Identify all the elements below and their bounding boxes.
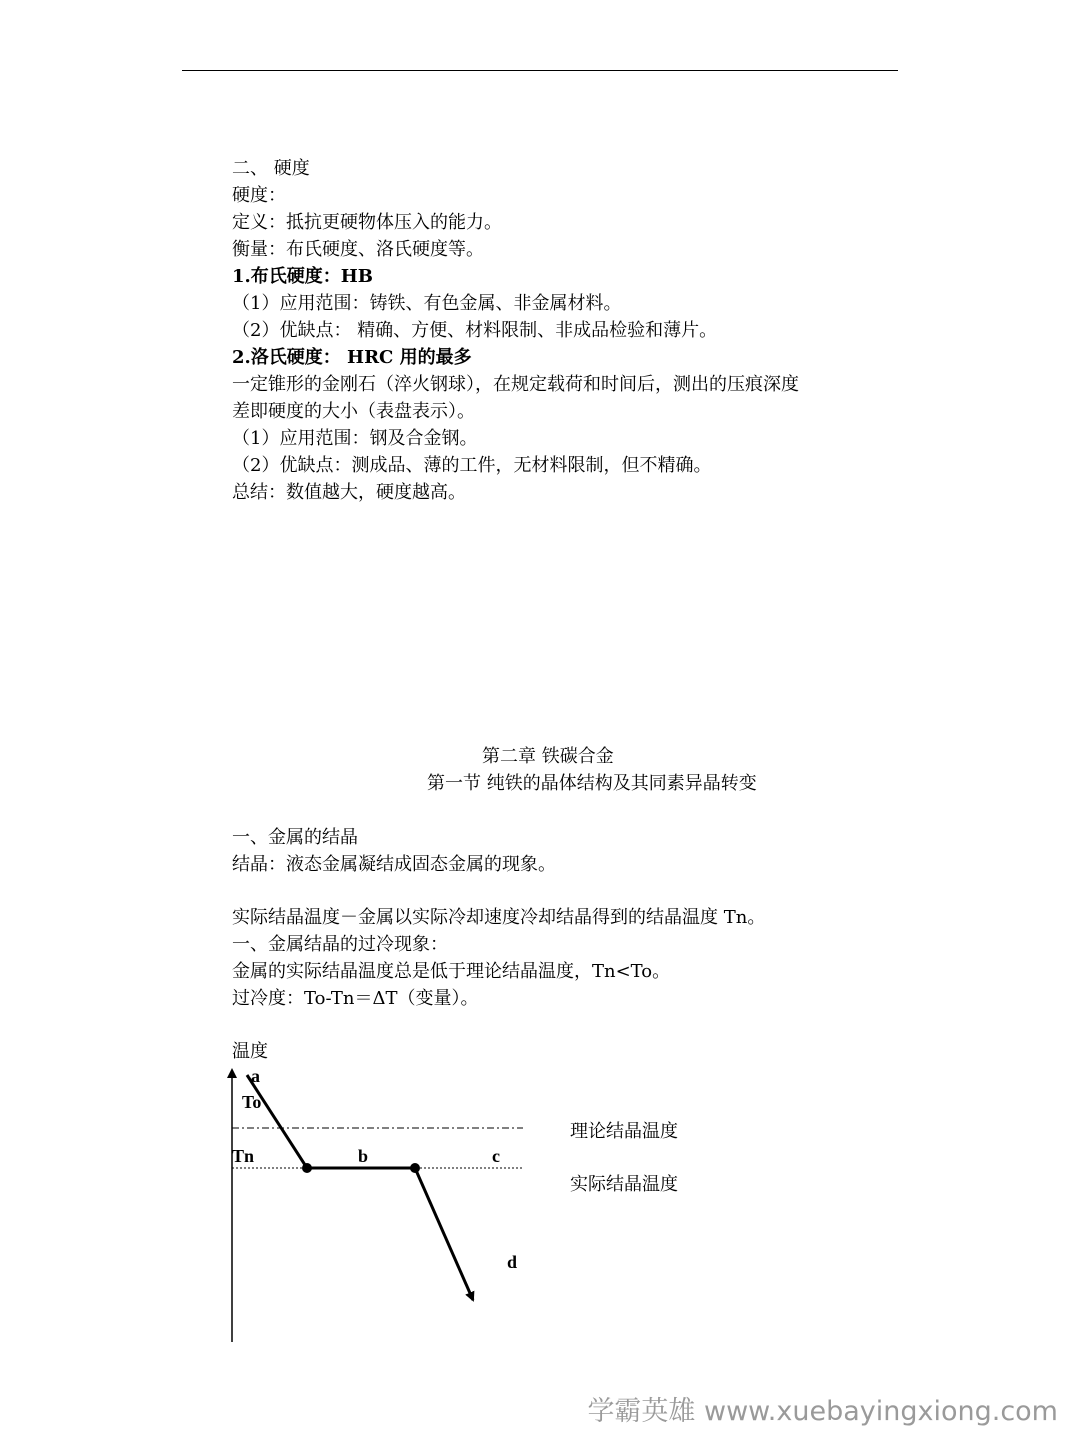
hardness-measure: 衡量：布氏硬度、洛氏硬度等。 (232, 239, 484, 260)
supercool-line: 金属的实际结晶温度总是低于理论结晶温度，Tn<To。 (232, 961, 671, 982)
hardness-label: 硬度： (232, 185, 286, 206)
brinell-item-2: （2）优缺点： 精确、方便、材料限制、非成品检验和薄片。 (232, 320, 718, 341)
start-point (302, 1163, 312, 1173)
crystallization-definition: 结晶：液态金属凝结成固态金属的现象。 (232, 854, 556, 875)
point-a-label: a (251, 1066, 260, 1086)
rockwell-desc-1: 一定锥形的金刚石（淬火钢球），在规定载荷和时间后，测出的压痕深度 (232, 374, 799, 395)
chapter-title: 第二章 铁碳合金 (482, 746, 614, 767)
actual-temp-line: 实际结晶温度－金属以实际冷却速度冷却结晶得到的结晶温度 Tn。 (232, 907, 766, 928)
point-c-label: c (492, 1146, 500, 1166)
supercool-heading: 一、金属结晶的过冷现象： (232, 934, 448, 955)
curve-segment-a (247, 1075, 307, 1168)
brinell-item-1: （1）应用范围：铸铁、有色金属、非金属材料。 (232, 293, 622, 314)
rockwell-item-1: （1）应用范围：钢及合金钢。 (232, 428, 478, 449)
theory-temp-label: 理论结晶温度 (570, 1121, 678, 1142)
hardness-heading: 二、 硬度 (232, 158, 310, 179)
point-d-label: d (507, 1252, 518, 1272)
point-b-label: b (358, 1146, 369, 1166)
delta-line: 过冷度：To-Tn＝ΔT（变量）。 (232, 988, 479, 1009)
end-point (410, 1163, 420, 1173)
hardness-definition: 定义：抵抗更硬物体压入的能力。 (232, 212, 502, 233)
brinell-title: 1.布氏硬度：HB (232, 266, 374, 287)
watermark: 学霸英雄 www.xuebayingxiong.com (587, 1396, 1058, 1427)
tn-label: Tn (232, 1146, 255, 1166)
rockwell-title: 2.洛氏硬度： HRC 用的最多 (232, 347, 472, 368)
section-title: 第一节 纯铁的晶体结构及其同素异晶转变 (427, 773, 757, 794)
crystallization-heading: 一、金属的结晶 (232, 827, 358, 848)
rockwell-item-2: （2）优缺点：测成品、薄的工件，无材料限制，但不精确。 (232, 455, 712, 476)
curve-segment-d (415, 1168, 473, 1300)
actual-temp-label: 实际结晶温度 (570, 1174, 678, 1195)
rockwell-desc-2: 差即硬度的大小（表盘表示）。 (232, 401, 475, 422)
to-label: To (242, 1092, 262, 1112)
hardness-summary: 总结：数值越大，硬度越高。 (232, 482, 466, 503)
y-axis-label: 温度 (232, 1041, 268, 1062)
